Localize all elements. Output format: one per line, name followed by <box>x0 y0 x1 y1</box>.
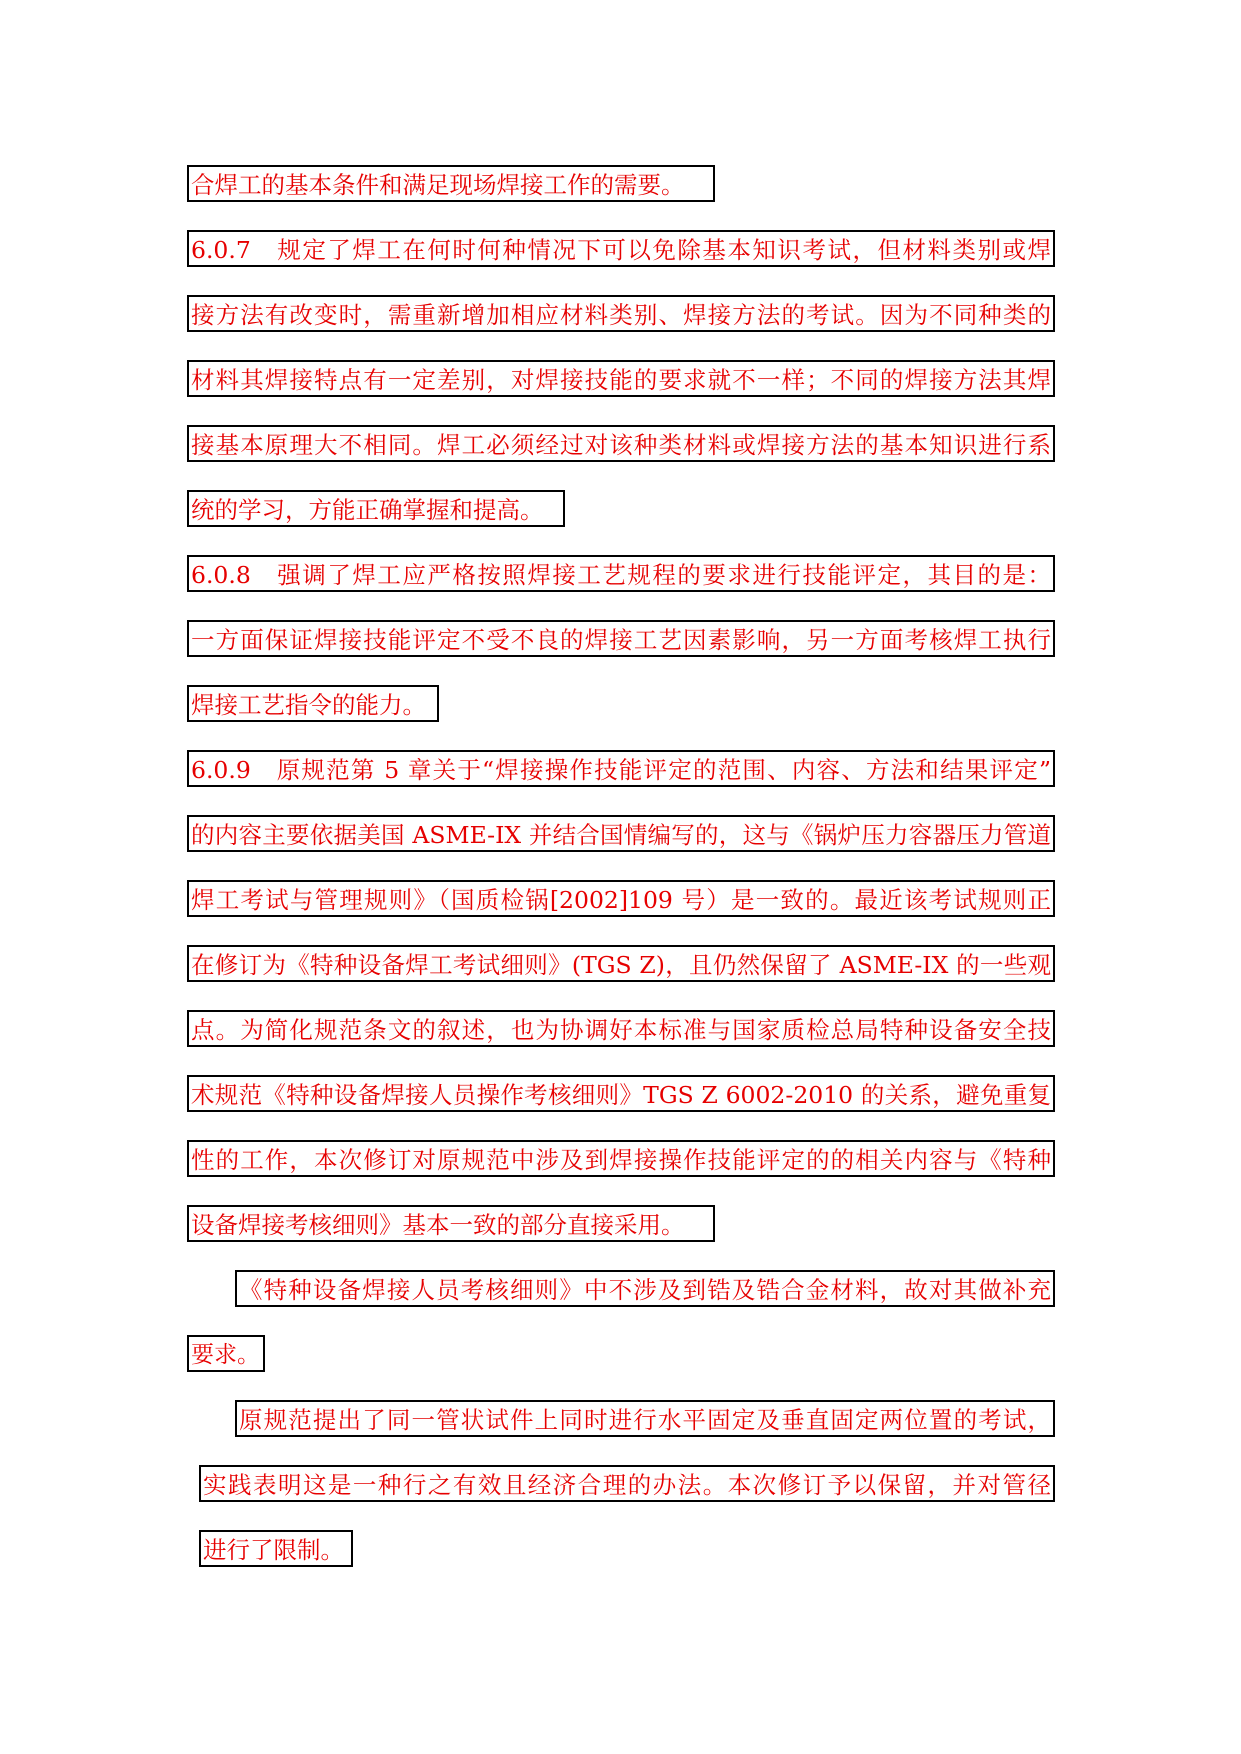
text-line: 性的工作，本次修订对原规范中涉及到焊接操作技能评定的的相关内容与《特种 <box>187 1140 1055 1177</box>
text-line: 点。为简化规范条文的叙述，也为协调好本标准与国家质检总局特种设备安全技 <box>187 1010 1055 1047</box>
text-line: 材料其焊接特点有一定差别，对焊接技能的要求就不一样；不同的焊接方法其焊 <box>187 360 1055 397</box>
text-line: 焊工考试与管理规则》（国质检锅[2002]109 号）是一致的。最近该考试规则正 <box>187 880 1055 917</box>
text-line: 的内容主要依据美国 ASME-IX 并结合国情编写的，这与《锅炉压力容器压力管道 <box>187 815 1055 852</box>
text-line: 原规范提出了同一管状试件上同时进行水平固定及垂直固定两位置的考试， <box>235 1400 1055 1437</box>
text-line: 一方面保证焊接技能评定不受不良的焊接工艺因素影响，另一方面考核焊工执行 <box>187 620 1055 657</box>
text-line: 接基本原理大不相同。焊工必须经过对该种类材料或焊接方法的基本知识进行系 <box>187 425 1055 462</box>
text-line: 6.0.9 原规范第 5 章关于“焊接操作技能评定的范围、内容、方法和结果评定” <box>187 750 1055 787</box>
text-line: 统的学习，方能正确掌握和提高。 <box>187 490 565 527</box>
text-line: 在修订为《特种设备焊工考试细则》(TGS Z)，且仍然保留了 ASME-IX 的一些观 <box>187 945 1055 982</box>
text-line: 合焊工的基本条件和满足现场焊接工作的需要。 <box>187 165 715 202</box>
text-line: 要求。 <box>187 1335 265 1372</box>
text-line: 焊接工艺指令的能力。 <box>187 685 439 722</box>
text-line: 术规范《特种设备焊接人员操作考核细则》TGS Z 6002-2010 的关系，避免重复 <box>187 1075 1055 1112</box>
text-line: 6.0.7 规定了焊工在何时何种情况下可以免除基本知识考试，但材料类别或焊 <box>187 230 1055 267</box>
text-line: 进行了限制。 <box>199 1530 353 1567</box>
text-line: 《特种设备焊接人员考核细则》中不涉及到锆及锆合金材料，故对其做补充 <box>235 1270 1055 1307</box>
text-line: 设备焊接考核细则》基本一致的部分直接采用。 <box>187 1205 715 1242</box>
text-line: 接方法有改变时，需重新增加相应材料类别、焊接方法的考试。因为不同种类的 <box>187 295 1055 332</box>
text-line: 6.0.8 强调了焊工应严格按照焊接工艺规程的要求进行技能评定，其目的是： <box>187 555 1055 592</box>
text-line: 实践表明这是一种行之有效且经济合理的办法。本次修订予以保留，并对管径 <box>199 1465 1055 1502</box>
